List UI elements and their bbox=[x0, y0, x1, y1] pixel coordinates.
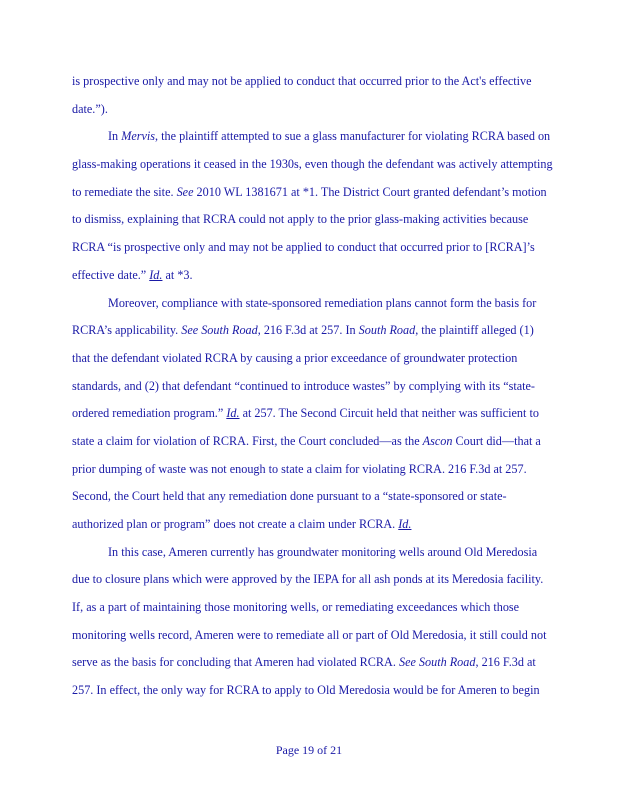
text-segment: , 216 F.3d at 257. In bbox=[257, 323, 359, 338]
citation-text: Ascon bbox=[422, 433, 453, 448]
text-line bbox=[72, 622, 602, 650]
text-segment: 2010 WL 1381671 at *1. The District Court granted defendant’s motion bbox=[193, 184, 547, 199]
text-line bbox=[72, 677, 602, 705]
text-segment: authorized plan or program” does not create a claim under RCRA. bbox=[72, 517, 399, 531]
text-segment: , the plaintiff alleged (1) bbox=[415, 323, 534, 338]
page-footer: Page 19 of 21 bbox=[275, 743, 343, 757]
text-line bbox=[72, 594, 602, 622]
text-line bbox=[72, 262, 602, 290]
text-line bbox=[72, 511, 602, 539]
text-segment: If, as a part of maintaining those monitoring wells, or remediating exceedances which those bbox=[72, 600, 520, 615]
text-segment: ordered remediation program.” bbox=[72, 406, 227, 421]
text-segment: serve as the basis for concluding that Ameren had violated RCRA. bbox=[72, 655, 399, 670]
text-line bbox=[72, 179, 602, 207]
citation-text: Id. bbox=[398, 517, 412, 531]
citation-text: See bbox=[176, 184, 194, 199]
text-segment: to remediate the site. bbox=[72, 184, 177, 199]
text-line bbox=[72, 317, 602, 345]
text-line bbox=[72, 649, 602, 677]
citation-text: South Road bbox=[358, 323, 416, 338]
text-line bbox=[72, 373, 602, 401]
text-segment: date.”). bbox=[72, 101, 108, 116]
citation-text: See South Road bbox=[398, 655, 476, 670]
citation-text: Id. bbox=[226, 406, 240, 421]
text-line bbox=[72, 345, 602, 373]
text-line bbox=[72, 428, 602, 456]
text-segment: , the plaintiff attempted to sue a glass manufacturer for violating RCRA based on bbox=[155, 129, 551, 144]
text-segment: In this case, Ameren currently has groundwater monitoring wells around Old Meredosia bbox=[108, 544, 538, 559]
text-line bbox=[72, 123, 602, 151]
text-segment: prior dumping of waste was not enough to state a claim for violating RCRA. 216 F.3d at 257. bbox=[72, 461, 527, 476]
text-line bbox=[72, 566, 602, 594]
text-line bbox=[72, 151, 602, 179]
text-segment: Second, the Court held that any remediation done pursuant to a “state-sponsored or state- bbox=[72, 489, 507, 504]
text-segment: at *3. bbox=[162, 267, 193, 282]
citation-text: Id. bbox=[149, 267, 163, 282]
citation-text: Mervis bbox=[121, 129, 156, 144]
text-segment: to dismiss, explaining that RCRA could not apply to the prior glass-making activities because bbox=[72, 212, 529, 227]
text-line bbox=[72, 68, 602, 96]
body-text bbox=[72, 68, 602, 705]
text-line bbox=[72, 290, 602, 318]
text-line bbox=[72, 96, 602, 124]
text-line bbox=[72, 206, 602, 234]
text-segment: , 216 F.3d at bbox=[475, 655, 536, 670]
text-segment: is prospective only and may not be applied to conduct that occurred prior to the Act's effective bbox=[72, 74, 532, 88]
text-segment: RCRA’s applicability. bbox=[72, 323, 182, 338]
text-segment: at 257. The Second Circuit held that neither was sufficient to bbox=[239, 406, 539, 421]
text-segment: standards, and (2) that defendant “continued to introduce wastes” by complying with its “state- bbox=[72, 378, 535, 393]
text-line bbox=[72, 234, 602, 262]
text-segment: monitoring wells record, Ameren were to remediate all or part of Old Meredosia, it still could not bbox=[72, 627, 547, 642]
text-line bbox=[72, 483, 602, 511]
citation-text: See South Road bbox=[181, 323, 258, 338]
text-segment: 257. In effect, the only way for RCRA to apply to Old Meredosia would be for Ameren to begin bbox=[72, 683, 540, 698]
text-segment: RCRA “is prospective only and may not be applied to conduct that occurred prior to [RCRA]’s bbox=[72, 240, 535, 255]
text-segment: Moreover, compliance with state-sponsored remediation plans cannot form the basis for bbox=[108, 295, 537, 310]
text-segment: state a claim for violation of RCRA. First, the Court concluded—as the bbox=[72, 433, 423, 448]
text-segment: effective date.” bbox=[72, 267, 150, 282]
text-segment: glass-making operations it ceased in the 1930s, even though the defendant was actively attempting bbox=[72, 157, 553, 172]
text-segment: Court did—that a bbox=[452, 433, 541, 448]
text-line bbox=[72, 456, 602, 484]
text-line bbox=[72, 539, 602, 567]
text-segment: In bbox=[108, 129, 122, 144]
text-segment: due to closure plans which were approved by the IEPA for all ash ponds at its Meredosia facility. bbox=[72, 572, 544, 587]
text-line bbox=[72, 400, 602, 428]
text-segment: that the defendant violated RCRA by causing a prior exceedance of groundwater protection bbox=[72, 350, 518, 365]
